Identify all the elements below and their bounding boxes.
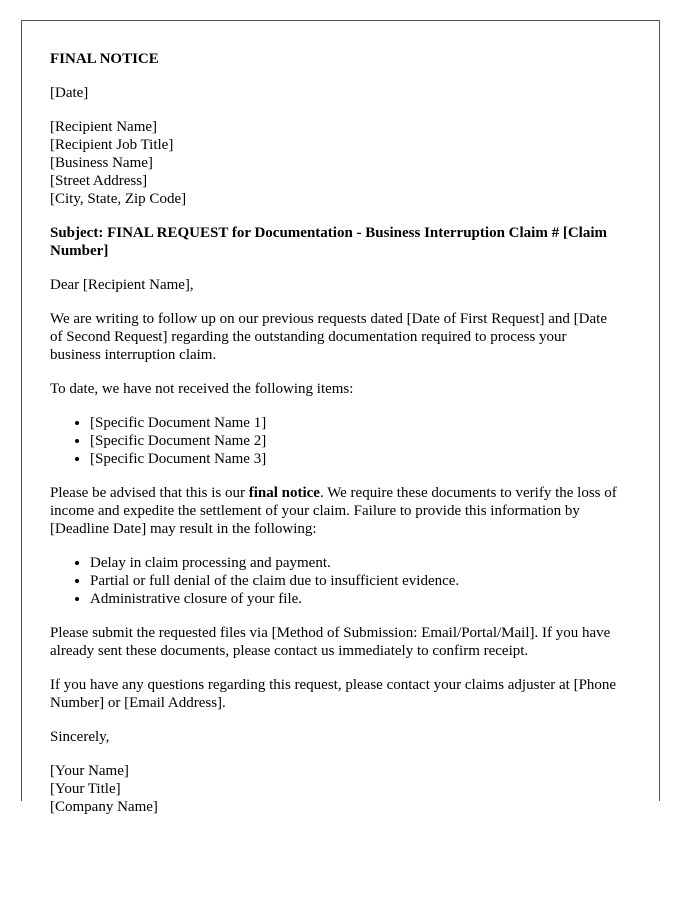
letter-page bbox=[21, 20, 660, 815]
paragraph-submission: Please submit the requested files via [Method of Submission: Email/Portal/Mail]. If you have already sent these documents, please contact us immediately to confirm receipt. bbox=[50, 625, 611, 659]
list-item: • Delay in claim processing and payment. bbox=[90, 554, 620, 572]
list-item: • [Specific Document Name 3] bbox=[90, 450, 620, 468]
recipient-street: [Street Address] bbox=[50, 173, 148, 189]
consequence-list bbox=[50, 554, 620, 608]
letter-title: FINAL NOTICE bbox=[50, 51, 159, 67]
signature-block bbox=[50, 762, 620, 816]
letter-date: [Date] bbox=[50, 85, 89, 101]
signature-title: [Your Title] bbox=[50, 781, 121, 797]
letter-content bbox=[50, 50, 620, 832]
recipient-name: [Recipient Name] bbox=[50, 119, 158, 135]
paragraph-follow-up: We are writing to follow up on our previous requests dated [Date of First Request] and [Date of Second Request] regarding the outstanding documentation required to process your business interruption claim. bbox=[50, 311, 607, 363]
document-list bbox=[50, 414, 620, 468]
recipient-address-block bbox=[50, 118, 620, 208]
recipient-city-state-zip: [City, State, Zip Code] bbox=[50, 191, 187, 207]
paragraph-contact: If you have any questions regarding this request, please contact your claims adjuster at [Phone Number] or [Email Address]. bbox=[50, 677, 617, 711]
paragraph-missing-items: To date, we have not received the following items: bbox=[50, 381, 354, 397]
salutation: Dear [Recipient Name], bbox=[50, 277, 194, 293]
paragraph-final-notice bbox=[50, 484, 620, 538]
signature-name: [Your Name] bbox=[50, 763, 129, 779]
recipient-business: [Business Name] bbox=[50, 155, 153, 171]
list-item: • [Specific Document Name 2] bbox=[90, 432, 620, 450]
closing: Sincerely, bbox=[50, 729, 110, 745]
recipient-job-title: [Recipient Job Title] bbox=[50, 137, 174, 153]
list-item: • Partial or full denial of the claim due to insufficient evidence. bbox=[90, 572, 620, 590]
letter-subject: Subject: FINAL REQUEST for Documentation - Business Interruption Claim # [Claim Number] bbox=[50, 225, 607, 259]
list-item: • Administrative closure of your file. bbox=[90, 590, 620, 608]
signature-company: [Company Name] bbox=[50, 799, 158, 815]
final-notice-text-after: . We require these documents to verify the loss of income and expedite the settlement of your claim. Failure to provide this information by [Deadline Date] may result in the following: bbox=[50, 485, 617, 537]
list-item: • [Specific Document Name 1] bbox=[90, 414, 620, 432]
final-notice-text-before: Please be advised that this is our bbox=[50, 485, 249, 501]
final-notice-emphasis: final notice bbox=[248, 485, 320, 501]
